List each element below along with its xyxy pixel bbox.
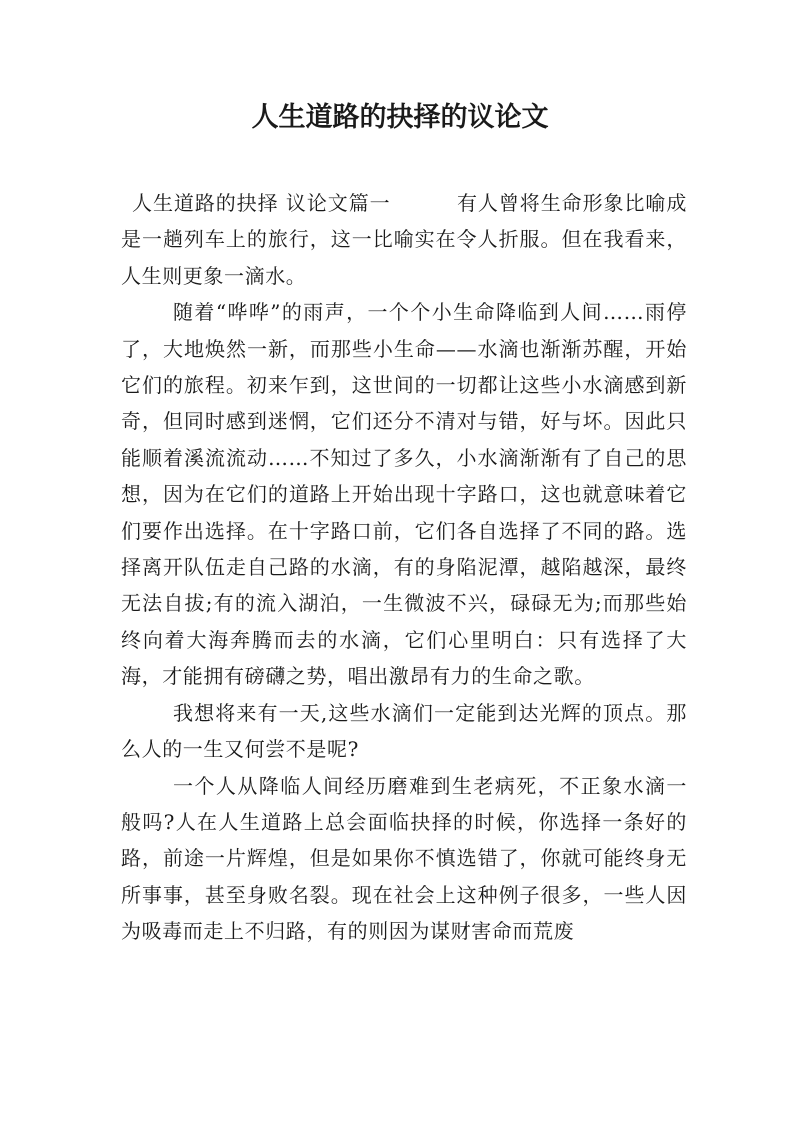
document-body bbox=[121, 185, 687, 950]
paragraph-3: 我想将来有一天,这些水滴们一定能到达光辉的顶点。那么人的一生又何尝不是呢? bbox=[121, 700, 687, 762]
paragraph-2: 随着“哗哗”的雨声，一个个小生命降临到人间……雨停了，大地焕然一新，而那些小生命——水滴也渐渐苏醒，开始它们的旅程。初来乍到，这世间的一切都让这些小水滴感到新奇，但同时感到迷惘，它们还分不清对与错，好与坏。因此只能顺着溪流流动……不知过了多久，小水滴渐渐有了自己的思想，因为在它们的道路上开始出现十字路口，这也就意味着它们要作出选择。在十字路口前，它们各自选择了不同的路。选择离开队伍走自己路的水滴，有的身陷泥潭，越陷越深，最终无法自拔;有的流入湖泊，一生微波不兴，碌碌无为;而那些始终向着大海奔腾而去的水滴，它们心里明白：只有选择了大海，才能拥有磅礴之势，唱出激昂有力的生命之歌。 bbox=[121, 300, 687, 689]
paragraph-4: 一个人从降临人间经历磨难到生老病死，不正象水滴一般吗?人在人生道路上总会面临抉择的时候，你选择一条好的路，前途一片辉煌，但是如果你不慎选错了，你就可能终身无所事事，甚至身败名裂。现在社会上这种例子很多，一些人因为吸毒而走上不归路，有的则因为谋财害命而荒废 bbox=[121, 773, 687, 944]
paragraph-1 bbox=[121, 185, 687, 294]
paragraph-1-text: 有人曾将生命形象比喻成是一趟列车上的旅行，这一比喻实在令人折服。但在我看来，人生则更象一滴水。 bbox=[121, 191, 687, 288]
inline-heading: 人生道路的抉择 议论文篇一 bbox=[132, 191, 391, 215]
document-title: 人生道路的抉择的议论文 bbox=[251, 102, 549, 133]
